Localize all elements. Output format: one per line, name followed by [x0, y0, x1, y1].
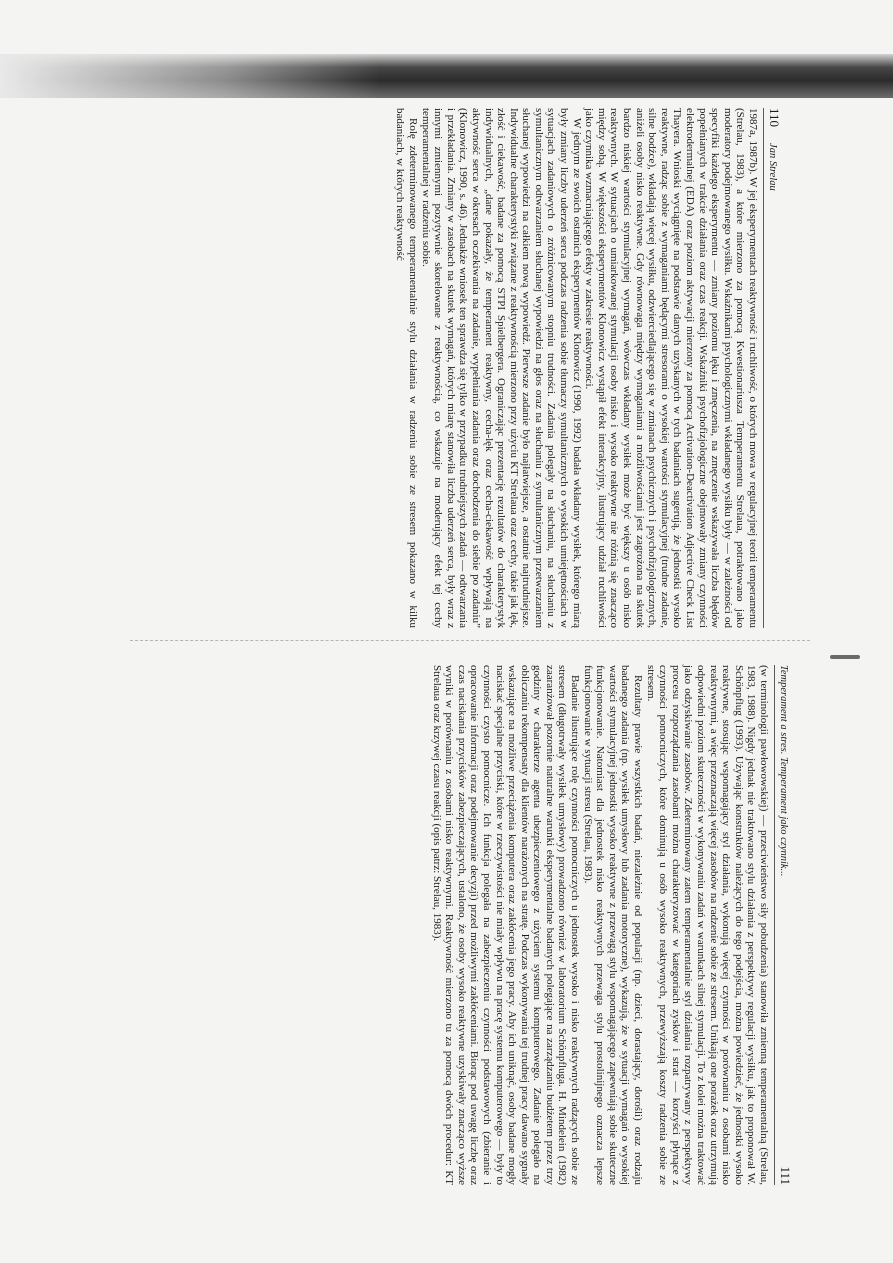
left-page [118, 108, 782, 628]
binding-mark [830, 655, 860, 659]
right-paragraph: Rezultaty prawie wszystkich badań, niezależnie od populacji (np. dzieci, dorastający, dorośli) oraz rodzaju badanego zadania (np. wysiłek umysłowy lub zadania motoryczne), wykazują, że w sytuacji wymagań o wysokiej wartości stymulacyjnej jednostki wysoko reaktywne z przewagą stylu wspomagającego zapewniają sobie skuteczne funkcjonowanie. Natomiast dla jednostek nisko reaktywnych przewaga stylu prostolinijnego oznacza lepsze funkcjonowanie w sytuacji stresu (Strelau, 1983). [581, 665, 645, 1185]
right-running-header [774, 665, 793, 1185]
left-paragraph: Rolę zdeterminowanego temperamentalnie stylu działania w radzeniu sobie ze stresem pokazano w kilku badaniach, w których reaktywność [394, 108, 419, 628]
scanner-shadow-band [0, 54, 893, 98]
left-running-header [763, 108, 782, 628]
left-body-text [394, 108, 759, 628]
left-page-number: 110 [767, 108, 782, 128]
left-paragraph: W jednym ze swoich ostatnich eksperymentów Klonowicz (1990, 1992) badała wkładany wysiłek, którego miarą były zmiany liczby uderzeń serca podczas radzenia sobie tłumaczy symultanicznych o wysokich umiejętnościach w sytuacjach zadaniowych o zróżnicowanym stopniu trudności. Zadania polegały na słuchaniu, na słuchaniu z symultanicznym odtwarzaniem słuchanej wypowiedzi na głos oraz na słuchaniu z symultanicznym przetwarzaniem słuchanej wypowiedzi na całkiem nową wypowiedź. Pierwsze zadanie było najłatwiejsze, a ostatnie najtrudniejsze. Indywidualne charakterystyki związane z reaktywnością mierzono przy użyciu KT Strelaua oraz cechy, takie jak lęk, złość i ciekawość, badane za pomocą STPI Spielbergera. Ograniczając prezentację rezultatów do charakterystyk indywidualnych, „dane pokazały, że temperament reaktywny, cecha-lęk oraz cecha-ciekawość wpływają na aktywność serca w okresach oczekiwania na zadanie, wypełniania zadania oraz dochodzenia do siebie po zadaniu” (Klonowicz, 1990, s. 46). Jednakże wniosek ten sprawdza się tylko w przypadku trudniejszych zadań — odtwarzania i przekładania. Zmiany w zasobach na skutek wymagań, których miarę stanowiła liczba uderzeń serca, były wraz z innymi zmiennymi pozytywnie skorelowane z reaktywnością, co wskazuje na moderujący efekt tej cechy temperamentalnej w radzeniu sobie. [419, 108, 583, 628]
left-paragraph: 1987a, 1987b). W jej eksperymentach reaktywność i ruchliwość, o których mowa w regulacyjnej teorii temperamentu (Strelau, 1983), a które mierzono za pomocą Kwestionariusza Temperamentu Strelaua, potraktowano jako moderatory podejmowanego wysiłku. Wskaźnikami psychologicznymi wkładanego wysiłku były — w zależności od specyfiki każdego eksperymentu — zmiany poziomu lęku i zmęczenia, na zmęczenie wskazywała liczba błędów popełnianych w trakcie działania oraz czas reakcji. Wskaźniki psychofizjologiczne obejmowały zmiany czynności elektrodermalnej (EDA) oraz poziom aktywacji mierzony za pomocą Activation-Deactivation Adjective Check List Thayera. Wnioski wyciągnięte na podstawie danych uzyskanych w tych badaniach sugerują, że jednostki wysoko reaktywne, radząc sobie z wymaganiami będącymi stresorami o wysokiej wartości stymulacyjnej (trudne zadanie, silne bodźce), wkładają więcej wysiłku, odzwierciedlającego się w zmianach psychicznych i psychofizjologicznych, aniżeli osoby nisko reaktywne. Gdy równowaga między wymaganiami a możliwościami jest zagrożona na skutek bardzo niskiej wartości stymulacyjnej wymagań, wówczas wkładany wysiłek może być większy u osób nisko reaktywnych. W sytuacjach o umiarkowanej stymulacji osoby nisko i wysoko reaktywne nie różnią się znacząco między sobą. W większości eksperymentów Klonowicz wystąpił efekt interakcyjny, ilustrujący udział ruchliwości jako czynnika wzmacniającego efekty w zakresie reaktywności. [583, 108, 759, 628]
right-running-head: Temperament a stres. Temperament jako czynnik... [778, 665, 789, 877]
left-running-head: Jan Strelau [767, 143, 778, 191]
right-page-number: 111 [778, 1166, 793, 1185]
right-body-text [430, 665, 770, 1185]
right-paragraph: (w terminologii pawłowowskiej) — przeciwieństwo siły pobudzenia) stanowiła zmienną temperamentalną (Strelau, 1983, 1988). Nigdy jednak nie traktowano stylu działania z perspektywy regulacji wysiłku, jak to proponował W. Schönpflug (1993). Używając konstruktów należących do tego podejścia, można powiedzieć, że jednostki wysoko reaktywne, stosując wspomagający styl działania, wykonują więcej czynności w porównaniu z osobami nisko reaktywnymi, a więc przeznaczają więcej zasobów na radzenie sobie ze stresem. Unikają one porażek oraz utrzymują odpowiedni poziom skuteczności w wykonywaniu zadań w warunkach silnej stymulacji. To z kolei można traktować jako odzyskiwanie zasobów. Zdeterminowany zatem temperamentalnie styl działania rozpatrywany z perspektywy procesu rozporządzania zasobami można charakteryzować w kategoriach zysków i strat — korzyści płynące z czynności pomocniczych, które dominują u osób wysoko reaktywnych, przewyższają koszty radzenia sobie ze stresem. [644, 665, 770, 1185]
page-fold-line [130, 640, 810, 641]
right-paragraph: Badanie ilustrujące rolę czynności pomocniczych u jednostek wysoko i nisko reaktywnych radzących sobie ze stresem (długotrwały wysiłek umysłowy) prowadzono również w laboratorium Schönpfluga. H. Mindelein (1982) zaaranżował pozornie naturalne warunki eksperymentalne badanych polegające na zarządzaniu budżetem przez trzy godziny w charakterze agenta ubezpieczeniowego z użyciem systemu komputerowego. Zadanie polegało na obliczaniu rekompensaty dla klientów narażonych na stratę. Podczas wykonywania tej trudnej pracy dawano sygnały wskazujące na możliwe przeciążenia komputera oraz zakłócenia jego pracy. Aby ich uniknąć, osoby badane mogły naciskać specjalne przyciski, które w rzeczywistości nie miały wpływu na pracę systemu komputerowego — były to czynności czysto pomocnicze. Ich funkcja polegała na zabezpieczeniu czynności podstawowych (zbieranie i opracowanie informacji oraz podejmowanie decyzji) przed możliwymi zakłóceniami. Biorąc pod uwagę liczbę oraz czas naciskania przycisków zabezpieczających, ustalono, że osoby wysoko reaktywne uzyskiwały znacząco wyższe wyniki w porównaniu z osobami nisko reaktywnymi. Reaktywność mierzono tu za pomocą dwóch procedur: KT Strelaua oraz krzywej czasu reakcji (opis patrz: Strelau, 1983). [430, 665, 582, 1185]
right-page [123, 665, 793, 1185]
